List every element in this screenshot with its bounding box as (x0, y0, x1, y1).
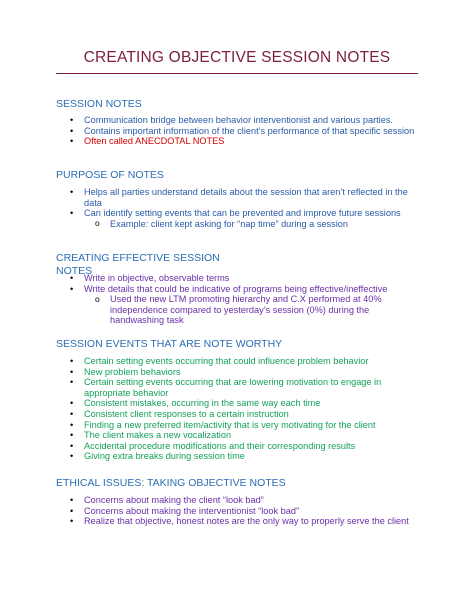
list-item: • Giving extra breaks during session time (56, 451, 422, 462)
list-item (56, 208, 422, 229)
section-heading-ethical: ETHICAL ISSUES: TAKING OBJECTIVE NOTES (56, 477, 286, 489)
list-item: • Often called ANECDOTAL NOTES (56, 136, 422, 147)
effective-sub-list (84, 294, 422, 326)
list-item: • Realize that objective, honest notes are the only way to properly serve the client (56, 516, 422, 527)
section-heading-purpose: PURPOSE OF NOTES (56, 169, 164, 181)
list-item: • Contains important information of the client’s performance of that specific session (56, 126, 422, 137)
list-item: • Consistent client responses to a certain instruction (56, 409, 422, 420)
list-item: • Communication bridge between behavior interventionist and various parties. (56, 115, 422, 126)
heading-line: CREATING EFFECTIVE SESSION (56, 252, 220, 264)
list-item: • Certain setting events occurring that are lowering motivation to engage in appropriate behavior (56, 377, 422, 398)
list-item-text: Write details that could be indicative of programs being effective/ineffective (84, 283, 388, 294)
section-heading-events: SESSION EVENTS THAT ARE NOTE WORTHY (56, 338, 283, 350)
section-heading-session-notes: SESSION NOTES (56, 98, 142, 110)
list-item (56, 284, 422, 326)
list-item: • Certain setting events occurring that could influence problem behavior (56, 356, 422, 367)
list-item: • Helps all parties understand details about the session that aren’t reflected in the data (56, 187, 422, 208)
events-list (56, 356, 422, 462)
document-title: CREATING OBJECTIVE SESSION NOTES (83, 49, 391, 66)
list-item: • Accidental procedure modifications and their corresponding results (56, 441, 422, 452)
list-item: • Concerns about making the interventionist “look bad” (56, 506, 422, 517)
list-item: • Finding a new preferred item/activity that is very motivating for the client (56, 420, 422, 431)
purpose-list (56, 187, 422, 229)
session-notes-list (56, 115, 422, 147)
sub-list-item: o Used the new LTM promoting hierarchy and C.X performed at 40% independence compared to yesterday’s session (0%) during the handwashing task (84, 294, 422, 326)
ethical-list (56, 495, 422, 527)
list-item: • The client makes a new vocalization (56, 430, 422, 441)
list-item: • Consistent mistakes, occurring in the same way each time (56, 398, 422, 409)
heading-line: NOTES (56, 264, 93, 277)
sub-list-item: o Example: client kept asking for “nap time” during a session (84, 219, 422, 230)
title-divider (56, 73, 418, 74)
purpose-sub-list (84, 219, 422, 230)
list-item: • Write in objective, observable terms (56, 273, 422, 284)
list-item-text: Can identify setting events that can be prevented and improve future sessions (84, 208, 401, 219)
effective-list (56, 273, 422, 326)
list-item: • Concerns about making the client “look bad” (56, 495, 422, 506)
list-item: • New problem behaviors (56, 367, 422, 378)
